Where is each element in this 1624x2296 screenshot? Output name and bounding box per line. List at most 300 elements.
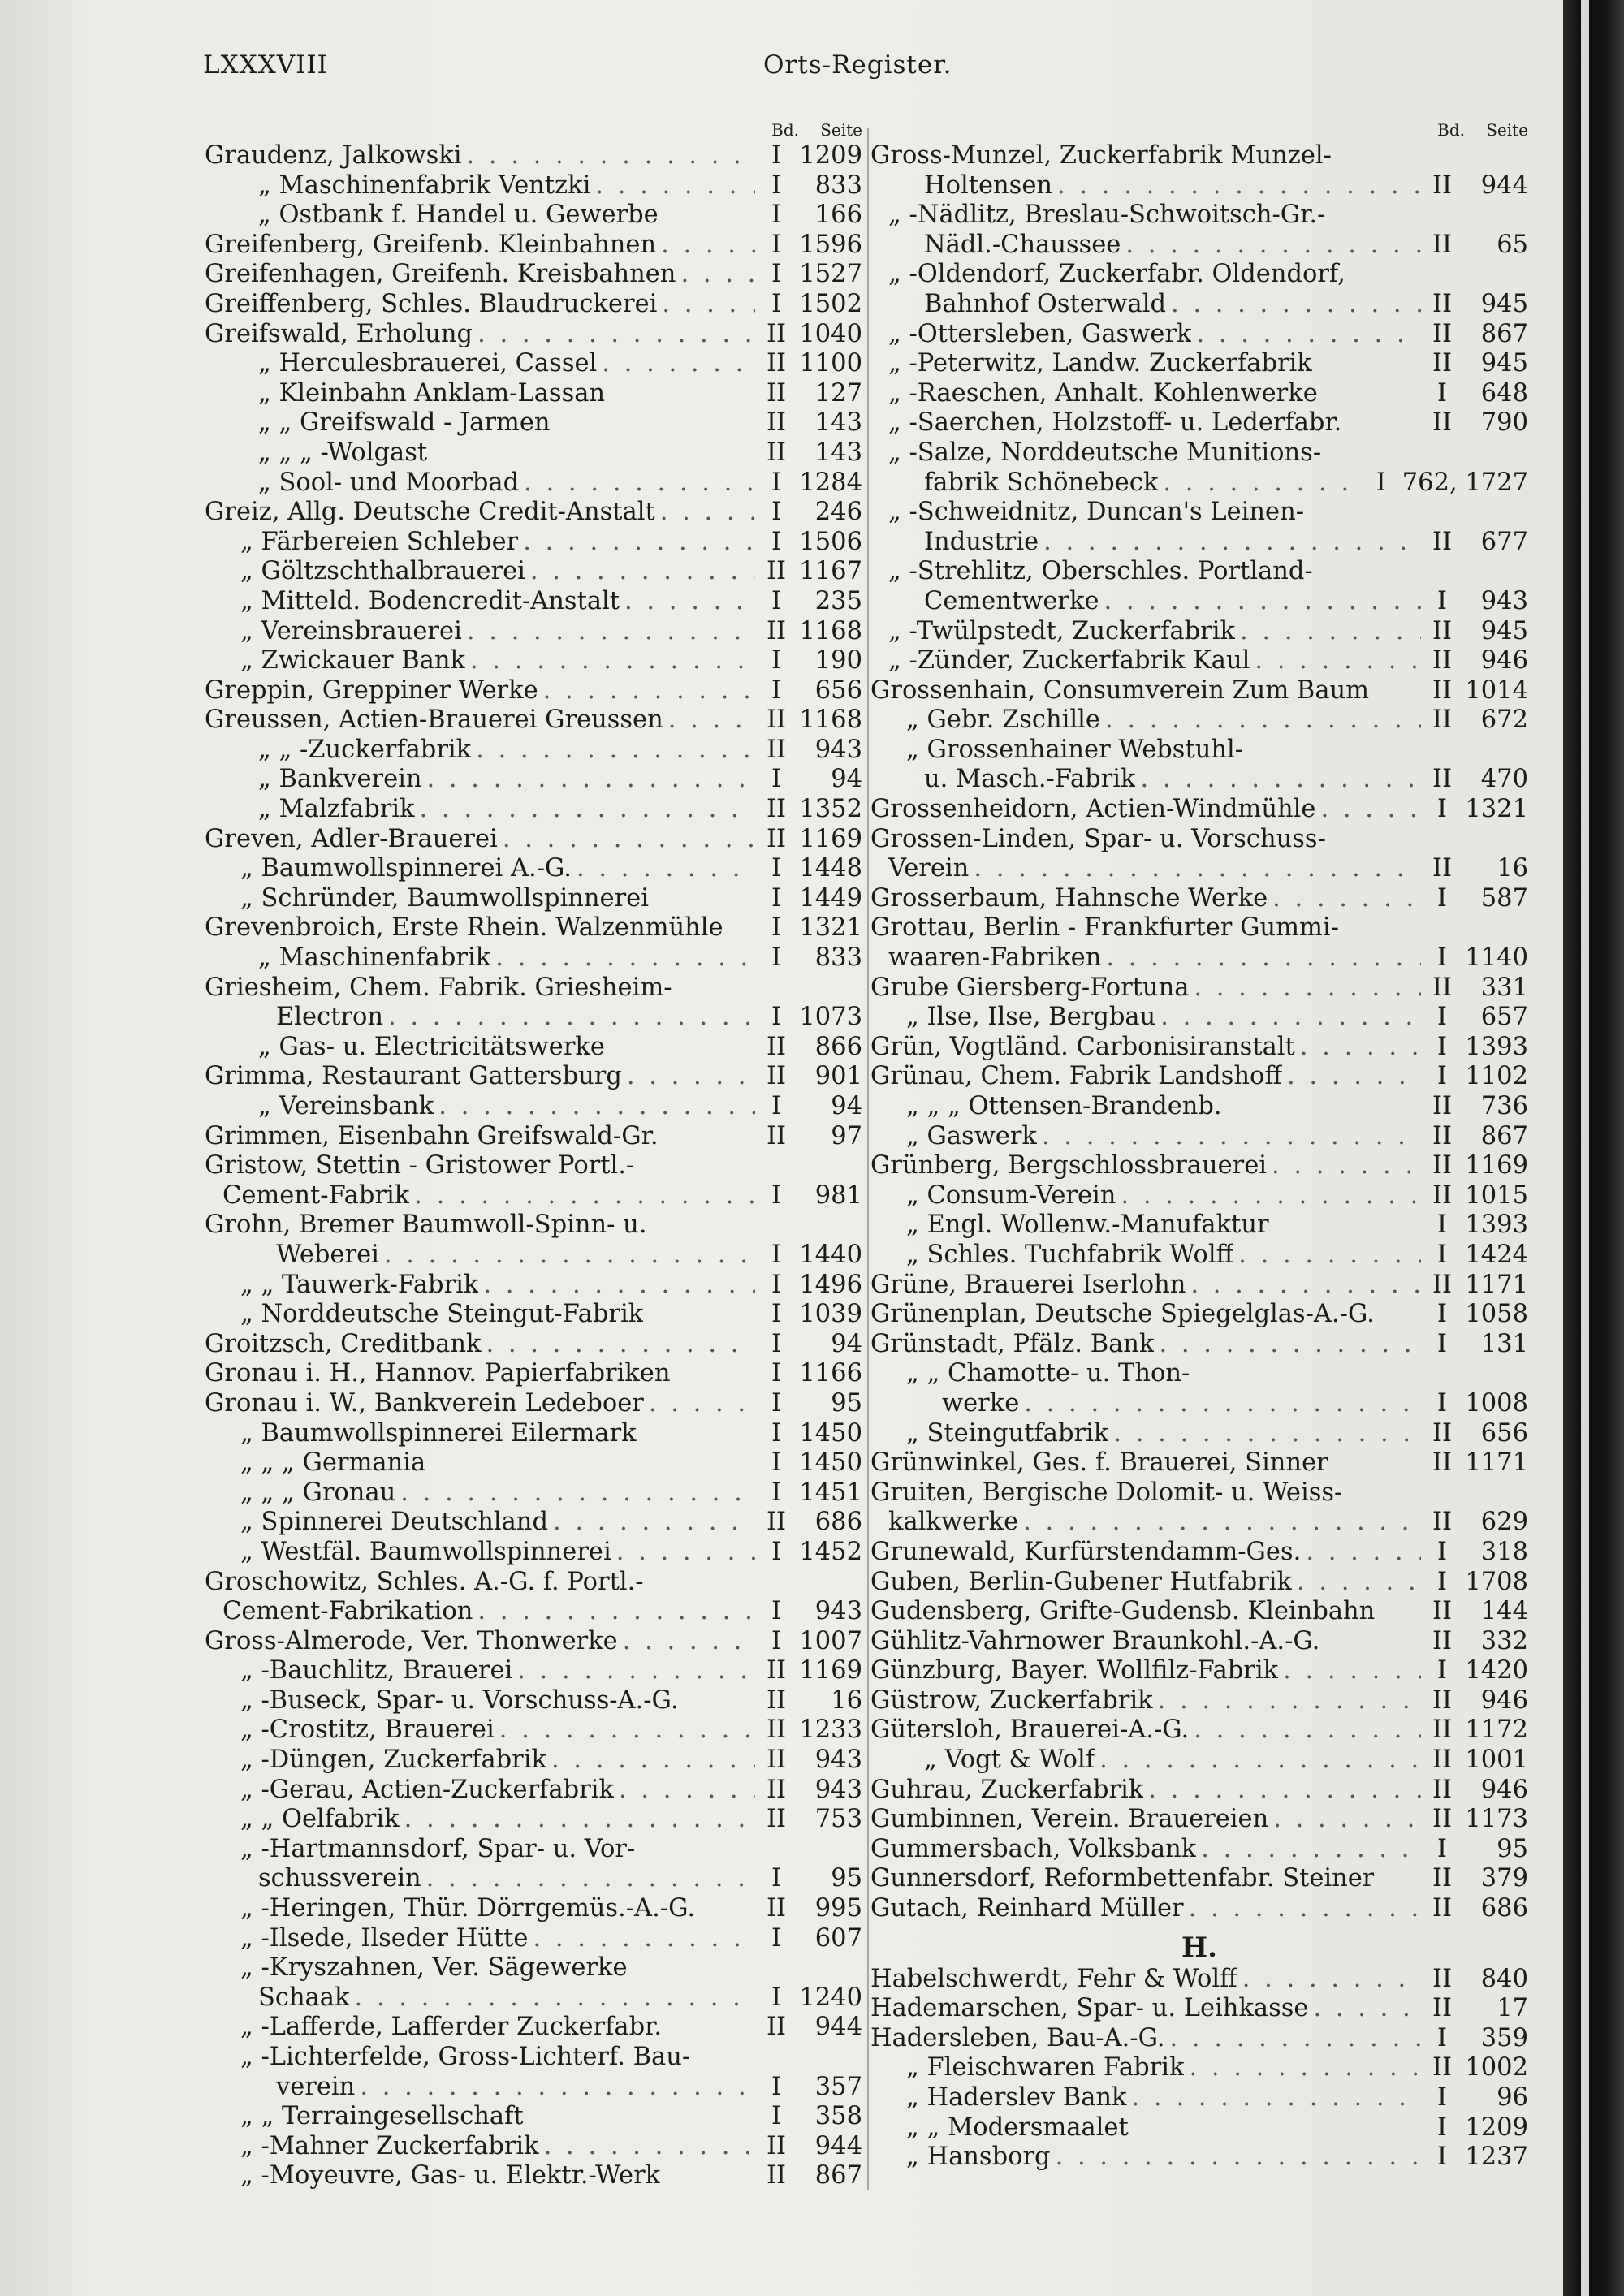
entry-text: Guben, Berlin-Gubener Hutfabrik: [870, 1567, 1292, 1596]
entry-page: 1102: [1465, 1062, 1528, 1091]
index-entry: [870, 1271, 1528, 1301]
index-entry: [205, 1686, 862, 1716]
index-entry: [205, 825, 862, 855]
entry-volume: II: [766, 408, 787, 438]
entry-volume: II: [1432, 1508, 1453, 1537]
entry-page: 1166: [799, 1359, 862, 1388]
index-entry: [870, 1092, 1528, 1122]
entry-volume: II: [766, 616, 787, 645]
index-entry: [205, 1924, 862, 1954]
entry-page: 318: [1480, 1537, 1528, 1566]
entry-volume: I: [771, 854, 782, 883]
entry-text: „ -Crostitz, Brauerei: [240, 1716, 495, 1745]
index-entry: [870, 1389, 1528, 1419]
dot-leader: [400, 1805, 755, 1835]
entry-page: 131: [1480, 1329, 1528, 1358]
entry-volume: II: [1432, 1270, 1453, 1299]
index-entry: [205, 1181, 862, 1211]
entry-text: Weberei: [276, 1240, 379, 1269]
entry-text: „ -Bauchlitz, Brauerei: [240, 1656, 513, 1685]
entry-page: 1352: [799, 795, 862, 824]
entry-text: „ Steingutfabrik: [906, 1418, 1109, 1448]
entry-text: „ -Ottersleben, Gaswerk: [888, 319, 1192, 348]
dot-leader: [379, 1241, 755, 1271]
entry-text: Greppin, Greppiner Werke: [205, 675, 538, 705]
index-entry: [205, 349, 862, 379]
entry-page: 1237: [1465, 2143, 1528, 2172]
entry-page: 95: [1497, 1834, 1528, 1863]
entry-volume: II: [1432, 408, 1453, 438]
entry-text: Gutach, Reinhard Müller: [870, 1894, 1184, 1923]
entry-text: Hadersleben, Bau-A.-G.: [870, 2023, 1165, 2052]
entry-page: 587: [1480, 883, 1528, 913]
right-column: [870, 120, 1528, 2173]
entry-page: 866: [814, 1032, 862, 1061]
entry-text: „ Schründer, Baumwollspinnerei: [240, 883, 649, 913]
entry-text: „ -Raeschen, Anhalt. Kohlenwerke: [888, 378, 1318, 408]
index-entry: [870, 1062, 1528, 1092]
section-heading: H.: [1181, 1931, 1217, 1964]
index-entry: [870, 468, 1528, 498]
entry-text: Hademarschen, Spar- u. Leihkasse: [870, 1994, 1309, 2023]
entry-volume: I: [1436, 1032, 1448, 1061]
index-entry: [870, 1627, 1528, 1657]
entry-volume: I: [771, 765, 782, 794]
entry-volume: I: [771, 1270, 782, 1299]
entry-volume: II: [1432, 1180, 1453, 1210]
column-header: [870, 120, 1528, 141]
entry-text: „ Fleischwaren Fabrik: [906, 2053, 1185, 2082]
entry-page: 867: [1480, 319, 1528, 348]
index-entry: [205, 1389, 862, 1419]
entry-text: „ Mitteld. Bodencredit-Anstalt: [240, 586, 620, 615]
entry-volume: I: [771, 1329, 782, 1358]
entry-page: 95: [831, 1388, 862, 1418]
book-edge: [1563, 0, 1624, 2296]
entry-page: 65: [1497, 230, 1528, 259]
index-entry: [205, 1211, 862, 1241]
entry-volume: II: [766, 1894, 787, 1923]
dot-leader: [461, 141, 755, 171]
index-entry: [870, 1003, 1528, 1033]
entry-text: „ „ „ -Wolgast: [258, 438, 428, 467]
index-entry: [205, 1151, 862, 1181]
entry-volume: I: [771, 1448, 782, 1478]
dot-leader: [590, 171, 755, 201]
entry-page: 17: [1497, 1994, 1528, 2023]
entry-page: 943: [814, 1775, 862, 1804]
entry-text: „ -Kryszahnen, Ver. Sägewerke: [240, 1953, 628, 1983]
entry-volume: I: [771, 468, 782, 497]
entry-page: 946: [1480, 1775, 1528, 1804]
entry-text: Grimmen, Eisenbahn Greifswald-Gr.: [205, 1121, 659, 1150]
index-entry: [870, 1359, 1528, 1389]
index-entry: [205, 1656, 862, 1686]
entry-volume: I: [771, 1537, 782, 1566]
entry-page: 1008: [1465, 1388, 1528, 1418]
entry-page: 1451: [799, 1478, 862, 1507]
entry-volume: I: [771, 1478, 782, 1507]
entry-volume: I: [1436, 943, 1448, 973]
index-entry: [205, 1894, 862, 1924]
index-entry: [870, 765, 1528, 795]
index-entry: [870, 1835, 1528, 1865]
entry-volume: II: [1432, 1151, 1453, 1180]
entry-page: 1171: [1465, 1270, 1528, 1299]
index-entry: [870, 1716, 1528, 1746]
entry-text: „ -Twülpstedt, Zuckerfabrik: [888, 616, 1235, 645]
entry-page: 672: [1480, 706, 1528, 735]
dot-leader: [471, 736, 755, 766]
entry-volume: I: [1436, 2143, 1448, 2172]
index-entry: [205, 1568, 862, 1598]
entry-page: 1452: [799, 1537, 862, 1566]
entry-page: 945: [1480, 289, 1528, 318]
dot-leader: [1108, 1419, 1421, 1449]
index-entry: [205, 1033, 862, 1063]
dot-leader: [1278, 1656, 1421, 1686]
index-entry: [870, 1894, 1528, 1924]
entry-volume: II: [766, 1656, 787, 1685]
entry-page: 357: [814, 2072, 862, 2101]
entry-text: „ Ostbank f. Handel u. Gewerbe: [258, 201, 659, 230]
dot-leader: [1189, 1716, 1421, 1746]
entry-page: 332: [1480, 1626, 1528, 1655]
dot-leader: [1153, 1686, 1421, 1716]
dot-leader: [1235, 617, 1421, 647]
entry-page: 1440: [799, 1240, 862, 1269]
index-entry: [870, 231, 1528, 261]
entry-text: „ Zwickauer Bank: [240, 646, 465, 675]
index-entry: [205, 1597, 862, 1627]
entry-page: 127: [814, 378, 862, 408]
index-entry: [205, 1448, 862, 1478]
entry-text: Groschowitz, Schles. A.-G. f. Portl.-: [205, 1567, 644, 1596]
entry-text: „ Vereinsbank: [258, 1092, 434, 1120]
index-entry: [870, 2143, 1528, 2173]
entry-page: 833: [814, 170, 862, 200]
entry-page: 1169: [799, 1656, 862, 1685]
entry-page: 753: [814, 1805, 862, 1834]
entry-volume: II: [1432, 1626, 1453, 1655]
dot-leader: [1237, 1965, 1421, 1995]
entry-text: Greussen, Actien-Brauerei Greussen: [205, 706, 663, 735]
entry-text: u. Masch.-Fabrik: [924, 765, 1136, 794]
entry-text: „ „ „ Ottensen-Brandenb.: [906, 1092, 1222, 1120]
index-entry: [870, 795, 1528, 825]
entry-text: Cementwerke: [924, 586, 1099, 615]
dot-leader: [395, 1478, 755, 1508]
dot-leader: [422, 765, 755, 795]
entry-volume: I: [771, 1626, 782, 1655]
entry-text: „ -Schweidnitz, Duncan's Leinen-: [888, 498, 1305, 527]
entry-text: Guhrau, Zuckerfabrik: [870, 1775, 1144, 1804]
index-entry: [870, 736, 1528, 766]
entry-text: „ „ „ Gronau: [240, 1478, 396, 1507]
entry-text: Greiz, Allg. Deutsche Credit-Anstalt: [205, 498, 655, 527]
entry-volume: I: [771, 943, 782, 973]
index-entry: [205, 1271, 862, 1301]
index-entry: [205, 1062, 862, 1092]
dot-leader: [969, 854, 1421, 884]
entry-text: „ „ Terraingesellschaft: [240, 2102, 524, 2131]
entry-volume: II: [766, 1032, 787, 1061]
entry-text: „ „ Modersmaalet: [906, 2113, 1129, 2142]
entry-page: 629: [1480, 1508, 1528, 1537]
dot-leader: [1039, 528, 1421, 558]
index-entry: [205, 646, 862, 676]
entry-volume: II: [766, 1746, 787, 1775]
entry-page: 1233: [799, 1716, 862, 1745]
dot-leader: [1295, 1033, 1421, 1063]
entry-volume: II: [1432, 1597, 1453, 1626]
entry-text: kalkwerke: [888, 1508, 1019, 1537]
dot-leader: [1233, 1241, 1421, 1271]
dot-leader: [1018, 1508, 1421, 1538]
dot-leader: [611, 1538, 755, 1568]
entry-volume: II: [766, 557, 787, 586]
entry-page: 1100: [799, 349, 862, 378]
entry-text: „ -Moyeuvre, Gas- u. Elektr.-Werk: [240, 2161, 661, 2190]
index-entry: [870, 706, 1528, 736]
index-entry: [205, 2102, 862, 2132]
entry-volume: II: [1432, 230, 1453, 259]
entry-page: 946: [1480, 1685, 1528, 1715]
index-entry: [205, 1122, 862, 1152]
index-entry: [205, 736, 862, 766]
entry-volume: II: [1432, 646, 1453, 675]
index-entry: [205, 201, 862, 231]
entry-page: 1169: [799, 824, 862, 853]
entry-page: 656: [814, 675, 862, 705]
entry-page: 97: [831, 1121, 862, 1150]
entry-text: Güstrow, Zuckerfabrik: [870, 1685, 1153, 1715]
index-entry: [205, 1627, 862, 1657]
dot-leader: [622, 1062, 755, 1092]
entry-volume: I: [771, 1983, 782, 2012]
dot-leader: [415, 795, 755, 825]
entry-text: Grüne, Brauerei Iserlohn: [870, 1270, 1186, 1299]
entry-text: Grube Giersberg-Fortuna: [870, 973, 1190, 1002]
dot-leader: [1154, 1330, 1421, 1360]
index-entry: [205, 141, 862, 171]
entry-text: „ „ Chamotte- u. Thon-: [906, 1359, 1190, 1388]
index-entry: [870, 201, 1528, 231]
entry-page: 1167: [799, 557, 862, 586]
entry-text: „ Grossenhainer Webstuhl-: [906, 735, 1244, 764]
entry-page: 1321: [799, 913, 862, 943]
entry-page: 1014: [1465, 675, 1528, 705]
entry-page: 235: [814, 586, 862, 615]
entry-text: Graudenz, Jalkowski: [205, 141, 462, 170]
entry-volume: II: [1432, 1894, 1453, 1923]
index-entry: [870, 1419, 1528, 1449]
entry-text: „ -Saerchen, Holzstoff- u. Lederfabr.: [888, 408, 1342, 438]
index-entry: [205, 1419, 862, 1449]
entry-page: 648: [1480, 378, 1528, 408]
entry-volume: I: [771, 883, 782, 913]
entry-page: 1171: [1465, 1448, 1528, 1478]
entry-text: „ Malzfabrik: [258, 795, 415, 824]
entry-page: 943: [1480, 586, 1528, 615]
entry-volume: I: [1436, 2113, 1448, 2142]
page-number: LXXXVIII: [203, 50, 328, 80]
entry-volume: I: [1436, 378, 1448, 408]
entry-text: „ Norddeutsche Steingut-Fabrik: [240, 1300, 644, 1329]
index-entry: [870, 320, 1528, 350]
column-header: [205, 120, 862, 141]
dot-leader: [1051, 2143, 1421, 2173]
entry-volume: II: [1432, 289, 1453, 318]
entry-volume: I: [1436, 1003, 1448, 1032]
dot-leader: [614, 1776, 755, 1806]
entry-page: 1506: [799, 527, 862, 556]
index-entry: [205, 1092, 862, 1122]
entry-page: 1321: [1465, 795, 1528, 824]
index-entry: [870, 943, 1528, 973]
entry-page: 1002: [1465, 2053, 1528, 2082]
index-entry: [205, 1359, 862, 1389]
index-entry: [205, 884, 862, 914]
entry-text: Gummersbach, Volksbank: [870, 1834, 1197, 1863]
entry-page: 867: [1480, 1121, 1528, 1150]
index-entry: [870, 1151, 1528, 1181]
entry-page: 1448: [799, 854, 862, 883]
entry-text: „ Vogt & Wolf: [924, 1746, 1095, 1775]
entry-volume: I: [1436, 1537, 1448, 1566]
entry-text: „ -Hartmannsdorf, Spar- u. Vor-: [240, 1834, 636, 1863]
entry-text: „ Göltzschthalbrauerei: [240, 557, 525, 586]
dot-leader: [1019, 1389, 1421, 1419]
entry-volume: I: [1436, 1834, 1448, 1863]
entry-volume: II: [766, 824, 787, 853]
entry-volume: II: [1432, 616, 1453, 645]
entry-text: „ Vereinsbrauerei: [240, 616, 462, 645]
entry-page: 1240: [799, 1983, 862, 2012]
entry-volume: II: [1432, 349, 1453, 378]
entry-page: 1449: [799, 883, 862, 913]
index-entry: [205, 1003, 862, 1033]
entry-page: 166: [814, 201, 862, 230]
entry-volume: I: [1436, 883, 1448, 913]
entry-volume: II: [766, 1805, 787, 1834]
index-entry: [870, 498, 1528, 528]
entry-page: 1209: [799, 141, 862, 170]
index-entry: [205, 1538, 862, 1568]
entry-text: „ -Zünder, Zuckerfabrik Kaul: [888, 646, 1250, 675]
dot-leader: [1196, 1835, 1421, 1865]
index-entry: [870, 1776, 1528, 1806]
entry-text: Cement-Fabrik: [222, 1180, 410, 1210]
entry-page: 944: [1480, 170, 1528, 200]
entry-text: Verein: [888, 854, 970, 883]
entry-text: fabrik Schönebeck: [924, 468, 1159, 497]
entry-page: 1209: [1465, 2113, 1528, 2142]
dot-leader: [1135, 765, 1421, 795]
entry-volume: I: [1436, 2023, 1448, 2052]
dot-leader: [1037, 1122, 1421, 1152]
dot-leader: [482, 1330, 756, 1360]
entry-volume: I: [1436, 586, 1448, 615]
entry-text: Grün, Vogtländ. Carbonisiranstalt: [870, 1032, 1295, 1061]
entry-page: 331: [1480, 973, 1528, 1002]
dot-leader: [383, 1003, 755, 1033]
index-entry: [205, 1508, 862, 1538]
entry-page: 943: [814, 1597, 862, 1626]
entry-text: Grosserbaum, Hahnsche Werke: [870, 883, 1268, 913]
entry-page: 943: [814, 735, 862, 764]
entry-volume: I: [771, 2102, 782, 2131]
dot-leader: [548, 1508, 755, 1538]
entry-volume: II: [766, 1716, 787, 1745]
entry-text: „ Hansborg: [906, 2143, 1051, 2172]
entry-text: Gronau i. W., Bankverein Ledeboer: [205, 1388, 644, 1418]
dot-leader: [1165, 2024, 1421, 2054]
index-entry: [205, 171, 862, 201]
entry-text: Gunnersdorf, Reformbettenfabr. Steiner: [870, 1864, 1375, 1893]
entry-volume: I: [771, 646, 782, 675]
entry-volume: I: [771, 260, 782, 289]
entry-page: 995: [814, 1894, 862, 1923]
entry-text: „ Haderslev Bank: [906, 2083, 1127, 2112]
entry-text: Grohn, Bremer Baumwoll-Spinn- u.: [205, 1211, 647, 1240]
dot-leader: [1268, 884, 1421, 914]
entry-page: 1708: [1465, 1567, 1528, 1596]
index-entry: [870, 1656, 1528, 1686]
dot-leader: [1099, 587, 1421, 617]
entry-text: Bahnhof Osterwald: [924, 289, 1166, 318]
entry-text: Greifswald, Erholung: [205, 319, 473, 348]
entry-text: Gross-Almerode, Ver. Thonwerke: [205, 1626, 618, 1655]
entry-page: 607: [814, 1923, 862, 1953]
entry-volume: I: [771, 675, 782, 705]
index-entry: [870, 2113, 1528, 2143]
entry-page: 686: [1480, 1894, 1528, 1923]
entry-text: Grossen-Linden, Spar- u. Vorschuss-: [870, 824, 1326, 853]
entry-page: 943: [814, 1746, 862, 1775]
column-divider: [867, 128, 869, 2190]
index-entry: [870, 1330, 1528, 1360]
entry-volume: I: [1436, 795, 1448, 824]
entry-page: 1169: [1465, 1151, 1528, 1180]
entry-page: 95: [831, 1864, 862, 1893]
entry-text: „ Gebr. Zschille: [906, 706, 1100, 735]
entry-text: werke: [942, 1388, 1020, 1418]
entry-volume: I: [771, 1597, 782, 1626]
index-entry: [205, 2043, 862, 2073]
entry-text: Greifenhagen, Greifenh. Kreisbahnen: [205, 260, 676, 289]
index-entry: [870, 617, 1528, 647]
entry-volume: II: [1432, 1775, 1453, 1804]
entry-text: „ Consum-Verein: [906, 1180, 1116, 1210]
dot-leader: [528, 1924, 755, 1954]
entry-volume: I: [771, 527, 782, 556]
entry-volume: I: [771, 141, 782, 170]
index-entry: [870, 1122, 1528, 1152]
dot-leader: [1100, 706, 1421, 736]
index-entry: [205, 1746, 862, 1776]
entry-text: Greven, Adler-Brauerei: [205, 824, 498, 853]
dot-leader: [525, 557, 755, 587]
entry-text: „ Gaswerk: [906, 1121, 1037, 1150]
entry-page: 1596: [799, 230, 862, 259]
entry-page: 144: [1480, 1597, 1528, 1626]
entry-page: 379: [1480, 1864, 1528, 1893]
entry-text: Grünenplan, Deutsche Spiegelglas-A.-G.: [870, 1300, 1375, 1329]
entry-page: 686: [814, 1508, 862, 1537]
entry-text: Gumbinnen, Verein. Brauereien: [870, 1805, 1269, 1834]
entry-page: 1168: [799, 706, 862, 735]
